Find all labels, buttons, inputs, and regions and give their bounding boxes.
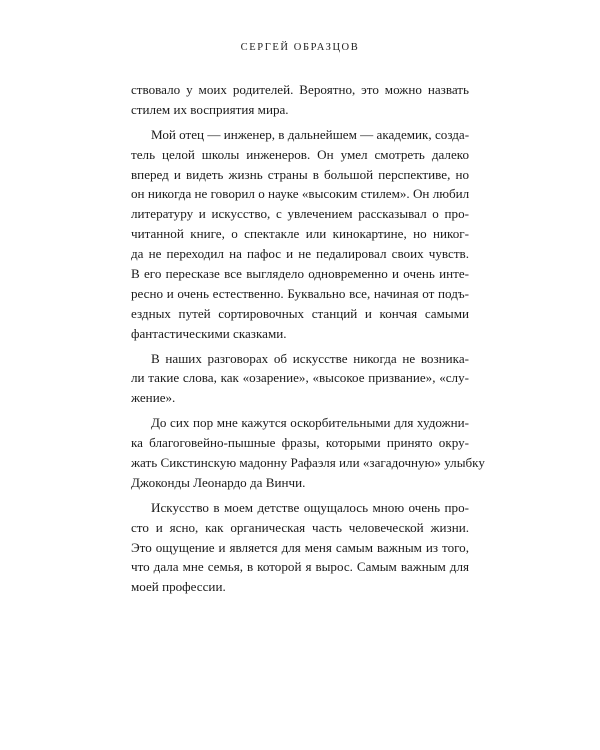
text-line: что дала мне семья, в которой я вырос. Самым важным для <box>131 559 469 575</box>
text-line: До сих пор мне кажутся оскорбительными для художни- <box>151 415 469 431</box>
text-line: ездных путей сортировочных станций и кончая самыми <box>131 305 469 321</box>
paragraph <box>131 498 469 597</box>
text-line: В его пересказе все выглядело одновременно и очень инте- <box>131 266 469 282</box>
text-line: вперед и видеть жизнь страны в большой перспективе, но <box>131 166 469 182</box>
text-line: тель целой школы инженеров. Он умел смотреть далеко <box>131 146 469 162</box>
text-line: Искусство в моем детстве ощущалось мною очень про- <box>151 499 469 515</box>
text-line: жение». <box>131 390 176 406</box>
paragraph <box>131 413 485 493</box>
text-line: Это ощущение и является для меня самым важным из того, <box>131 539 469 555</box>
paragraph <box>131 125 469 344</box>
body-text <box>131 80 485 597</box>
text-line: В наших разговорах об искусстве никогда не возника- <box>151 350 469 366</box>
text-line: Мой отец — инженер, в дальнейшем — академик, созда- <box>151 126 470 142</box>
text-line: литературу и искусство, с увлечением рассказывал о про- <box>131 206 469 222</box>
text-line: сто и ясно, как органическая часть человеческой жизни. <box>131 519 469 535</box>
text-line: стилем их восприятия мира. <box>131 101 289 117</box>
text-line: ствовало у моих родителей. Вероятно, это можно назвать <box>131 82 469 97</box>
text-line: да не переходил на пафос и не педалировал своих чувств. <box>131 246 469 262</box>
text-line: ли такие слова, как «озарение», «высокое призвание», «слу- <box>131 370 469 386</box>
text-line: фантастическими сказками. <box>131 325 287 341</box>
running-header: СЕРГЕЙ ОБРАЗЦОВ <box>240 42 360 53</box>
text-line: жать Сикстинскую мадонну Рафаэля или «загадочную» улыбку <box>131 455 485 471</box>
text-line: ресно и очень естественно. Буквально все, начиная от подъ- <box>131 285 469 301</box>
text-line: он никогда не говорил о науке «высоким стилем». Он любил <box>131 186 470 202</box>
text-line: моей профессии. <box>131 579 226 595</box>
text-line: читанной книге, о спектакле или кинокартине, но никог- <box>131 226 469 242</box>
text-line: ка благоговейно-пышные фразы, которыми принято окру- <box>131 435 469 451</box>
text-line: Джоконды Леонардо да Винчи. <box>131 474 306 490</box>
paragraph <box>131 80 469 120</box>
paragraph <box>131 349 469 409</box>
